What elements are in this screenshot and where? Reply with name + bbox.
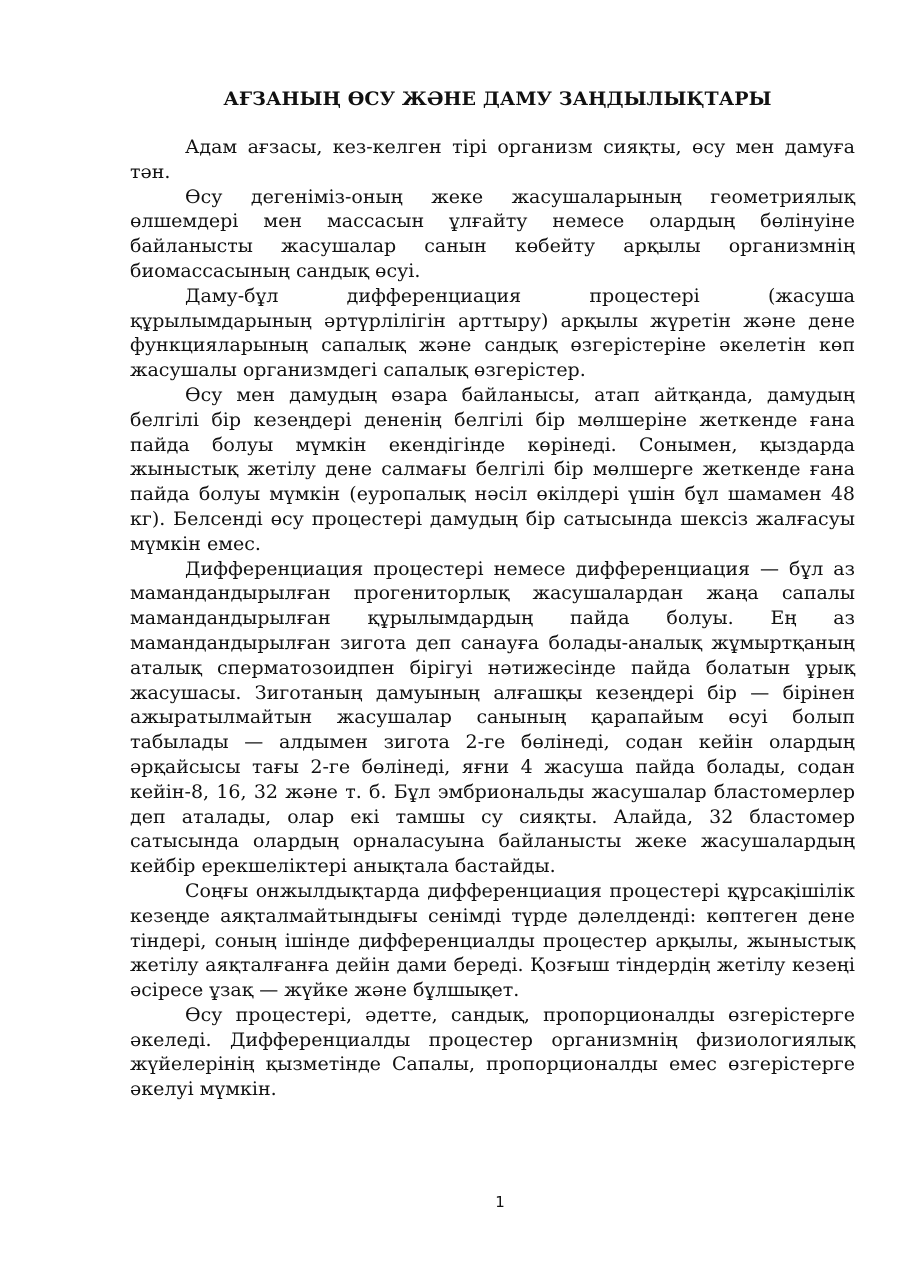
paragraph-growth-processes: Өсу процестері, әдетте, сандық, пропорционалды өзгерістерге әкеледі. Дифференциалды процестер организмнің физиологиялық жүйелерінің қызметінде Сапалы, пропорционалды емес өзгерістерге әкелуі мүмкін. — [130, 1003, 855, 1101]
paragraph-recent-decades: Соңғы онжылдықтарда дифференциация процестері құрсақішілік кезеңде аяқталмайтындығы сенімді түрде дәлелденді: көптеген дене тіндері, соның ішінде дифференциалды процестер арқылы, жыныстық жетілу аяқталғанға дейін дами береді. Қозғыш тіндердің жетілу кезеңі әсіресе ұзақ — жүйке және бұлшықет. — [130, 879, 855, 1002]
paragraph-intro: Адам ағзасы, кез-келген тірі организм сияқты, өсу мен дамуға тән. — [130, 136, 855, 183]
document-body — [130, 135, 855, 1102]
paragraph-differentiation: Дифференциация процестері немесе дифференциация — бұл аз мамандандырылған прогениторлық жасушалардан жаңа сапалы мамандандырылған құрылымдардың пайда болуы. Ең аз мамандандырылған зигота деп санауға болады-аналық жұмыртқаның аталық сперматозоидпен бірігуі нәтижесінде пайда болатын ұрық жасушасы. Зиготаның дамуының алғашқы кезеңдері бір — бірінен ажыратылмайтын жасушалар санының қарапайым өсуі болып табылады — алдымен зигота 2-ге бөлінеді, содан кейін олардың әрқайсысы тағы 2-ге бөлінеді, яғни 4 жасуша пайда болады, содан кейін-8, 16, 32 және т. б. Бұл эмбриональды жасушалар бластомерлер деп аталады, олар екі тамшы су сияқты. Алайда, 32 бластомер сатысында олардың орналасуына байланысты жеке жасушалардың кейбір ерекшеліктері анықтала бастайды. — [130, 557, 855, 878]
paragraph-growth-definition: Өсу дегеніміз-оның жеке жасушаларының геометриялық өлшемдері мен массасын ұлғайту немесе олардың бөлінуіне байланысты жасушалар санын көбейту арқылы организмнің биомассасының сандық өсуі. — [130, 185, 855, 282]
page-number: 1 — [495, 1193, 505, 1211]
document-title: АҒЗАНЫҢ ӨСУ ЖӘНЕ ДАМУ ЗАҢДЫЛЫҚТАРЫ — [223, 88, 772, 110]
paragraph-development-definition: Даму-бұл дифференциация процестері (жасуша құрылымдарының әртүрлілігін арттыру) арқылы жүретін және дене функцияларының сапалық және сандық өзгерістеріне әкелетін көп жасушалы организмдегі сапалық өзгерістер. — [130, 284, 855, 382]
paragraph-growth-development-relation: Өсу мен дамудың өзара байланысы, атап айтқанда, дамудың белгілі бір кезеңдері дененің белгілі бір мөлшеріне жеткенде ғана пайда болуы мүмкін екендігінде көрінеді. Сонымен, қыздарда жыныстық жетілу дене салмағы белгілі бір мөлшерге жеткенде ғана пайда болуы мүмкін (еуропалық нәсіл өкілдері үшін бұл шамамен 48 кг). Белсенді өсу процестері дамудың бір сатысында шексіз жалғасуы мүмкін емес. — [130, 383, 855, 555]
